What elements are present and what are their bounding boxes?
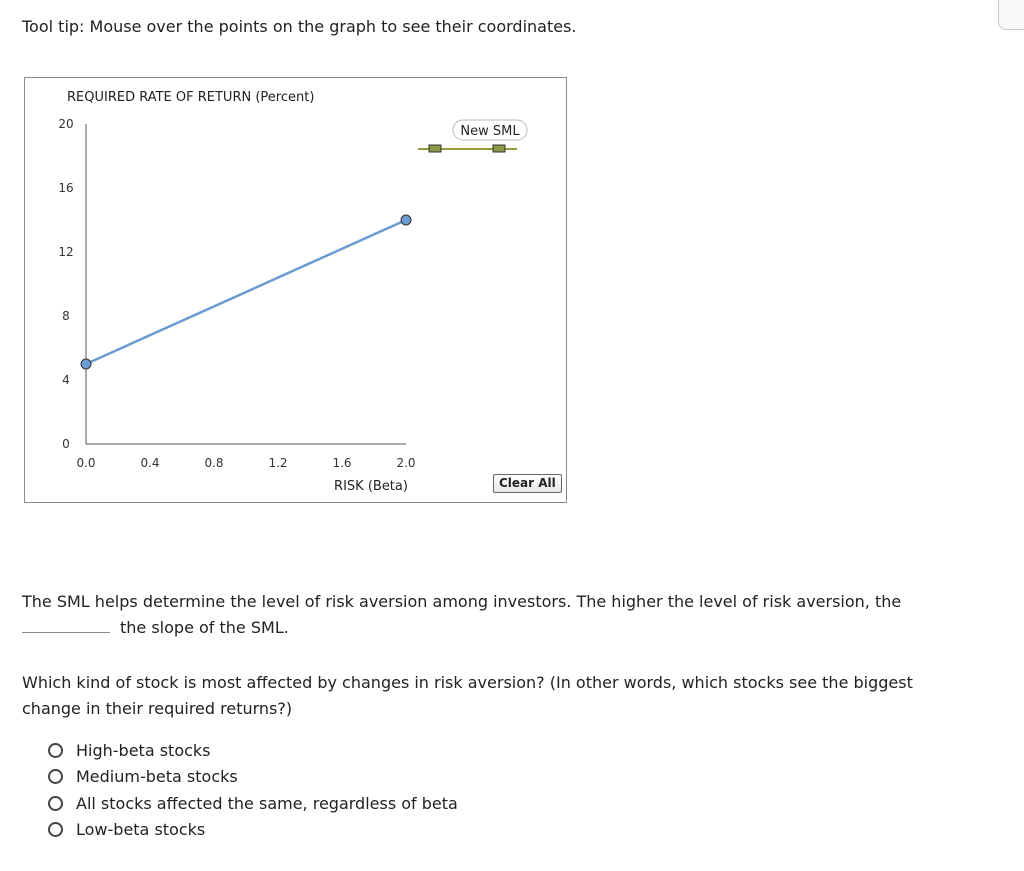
y-tick-label: 16 [58,181,74,195]
x-tick-label: 0.8 [204,456,224,470]
x-tick-label: 0.0 [76,456,96,470]
y-axis-label: REQUIRED RATE OF RETURN (Percent) [67,90,315,105]
option-label: Medium-beta stocks [76,767,238,787]
answer-options [48,737,458,843]
y-tick-label: 0 [62,437,70,451]
radio-button[interactable] [48,822,63,837]
x-tick-label: 0.4 [140,456,160,470]
option-label: Low-beta stocks [76,820,206,840]
option-low-beta[interactable] [48,817,458,844]
question-1-line2: the slope of the SML. [120,618,289,637]
graph-panel [24,77,567,503]
corner-tab [998,0,1024,30]
sml-point[interactable] [401,215,411,225]
option-medium-beta[interactable] [48,764,458,791]
sml-point[interactable] [81,359,91,369]
option-label: All stocks affected the same, regardless of beta [76,793,458,813]
option-label: High-beta stocks [76,740,211,760]
radio-button[interactable] [48,796,63,811]
question-2: Which kind of stock is most affected by changes in risk aversion? (In other words, which stocks see the biggest change in their required returns?) [22,673,913,718]
clear-all-button[interactable]: Clear All [493,474,562,493]
y-tick-label: 8 [62,309,70,323]
legend-marker-end[interactable] [493,145,505,152]
radio-button[interactable] [48,769,63,784]
sml-line[interactable] [86,220,406,364]
sml-chart[interactable] [25,78,566,502]
x-tick-label: 1.6 [332,456,352,470]
y-tick-label: 4 [62,373,70,387]
legend-marker-start[interactable] [429,145,441,152]
y-tick-label: 12 [58,245,74,259]
tooltip-text: Tool tip: Mouse over the points on the graph to see their coordinates. [22,17,577,36]
x-tick-label: 2.0 [396,456,416,470]
legend-label: New SML [460,124,520,139]
question-1 [22,589,922,641]
y-tick-label: 20 [58,117,74,131]
legend[interactable] [418,120,527,152]
question-1-line1: The SML helps determine the level of risk aversion among investors. The higher the level of risk aversion, the [22,592,902,611]
question-1-line2-row [22,615,922,641]
option-high-beta[interactable] [48,737,458,764]
option-all-same[interactable] [48,790,458,817]
x-axis-label: RISK (Beta) [334,479,408,494]
answer-blank-dropdown[interactable] [22,618,110,633]
radio-button[interactable] [48,743,63,758]
x-tick-label: 1.2 [268,456,288,470]
